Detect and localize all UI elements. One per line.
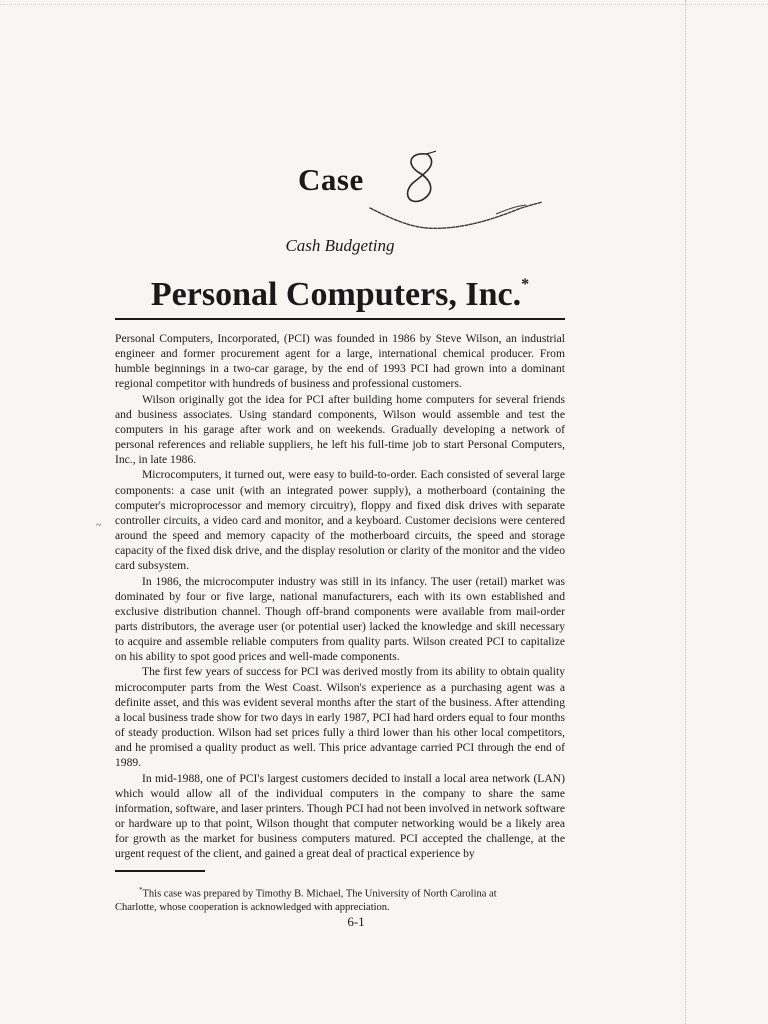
footnote-rule xyxy=(115,870,205,872)
page-title-text: Personal Computers, Inc. xyxy=(150,276,522,313)
title-underline xyxy=(115,318,565,320)
body-text xyxy=(115,331,565,861)
scan-page-edge xyxy=(684,0,686,1024)
paragraph: The first few years of success for PCI was derived mostly from its ability to obtain quality microcomputer parts from the West Coast. Wilson's experience as a purchasing agent was a definite asset, and this was evident several months after the start of the business. After attending a local business trade show for two days in early 1987, PCI had hard orders equal to four months of steady production. Wilson had set prices fully a third lower than his other local competitors, and he promised a quality product as well. This price advantage carried PCI through the end of 1989. xyxy=(115,665,565,770)
scan-top-edge xyxy=(0,4,768,6)
margin-mark: ~ xyxy=(96,520,102,531)
handwritten-flourish xyxy=(366,196,546,236)
case-heading: Case xyxy=(298,162,364,197)
footnote-text: This case was prepared by Timothy B. Michael, The University of North Carolina at Charlotte, whose cooperation is acknowledged with appreciation. xyxy=(115,888,497,913)
footnote xyxy=(115,884,535,915)
case-subtitle: Cash Budgeting xyxy=(285,236,395,255)
title-footnote-marker: * xyxy=(521,275,530,293)
paragraph: Wilson originally got the idea for PCI after building home computers for several friends and business associates. Using standard components, Wilson would assemble and test the computers in his garage after work and on weekends. Gradually developing a network of personal references and reliable suppliers, he left his full-time job to start Personal Computers, Inc., in late 1986. xyxy=(115,392,565,467)
paragraph: Personal Computers, Incorporated, (PCI) was founded in 1986 by Steve Wilson, an industrial engineer and former procurement agent for a large, international chemical producer. From humble beginnings in a two-car garage, by the end of 1993 PCI had grown into a dominant regional competitor with hundreds of business and professional customers. xyxy=(115,332,565,391)
paragraph: In mid-1988, one of PCI's largest customers decided to install a local area network (LAN) which would allow all of the individual computers in the company to share the same information, software, and laser printers. Though PCI had not been involved in network software or hardware up to that point, Wilson thought that computer networking would be a likely area for growth as the market for business computers matured. PCI accepted the challenge, at the urgent request of the client, and gained a great deal of practical experience by xyxy=(115,771,565,861)
page-number: 6-1 xyxy=(347,914,365,929)
page-title xyxy=(0,276,680,314)
paragraph: In 1986, the microcomputer industry was still in its infancy. The user (retail) market was dominated by four or five large, national manufacturers, each with its own established and exclusive distribution channel. Though off-brand components were available from mail-order parts distributors, the average user (or potential user) lacked the knowledge and skill necessary to acquire and assemble reliable computers from quality parts. Wilson created PCI to capitalize on his ability to spot good prices and well-made components. xyxy=(115,574,565,664)
footnote-marker: * xyxy=(139,886,143,894)
paragraph: Microcomputers, it turned out, were easy to build-to-order. Each consisted of several large components: a case unit (with an integrated power supply), a motherboard (containing the computer's microprocessor and memory circuitry), floppy and fixed disk drives with separate controller circuits, a video card and monitor, and a keyboard. Customer decisions were centered around the speed and memory capacity of the motherboard circuits, the speed and storage capacity of the fixed disk drive, and the display resolution or clarity of the monitor and the video card subsystem. xyxy=(115,468,565,573)
